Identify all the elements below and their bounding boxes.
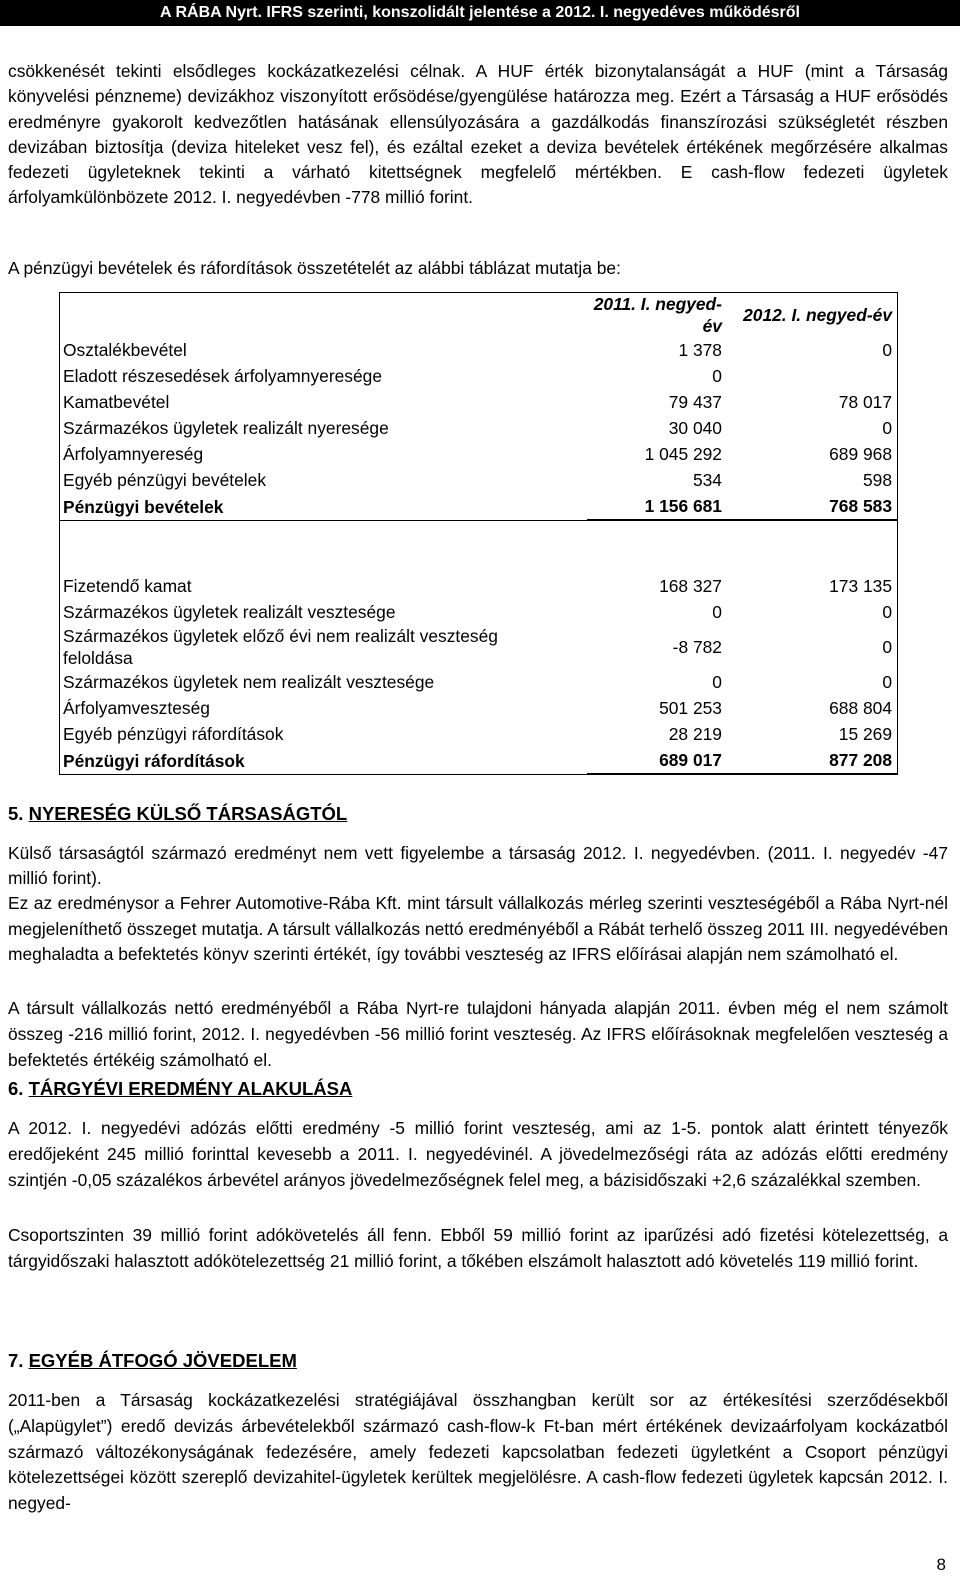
row-label: Egyéb pénzügyi ráfordítások: [59, 721, 587, 747]
table-row: [59, 467, 898, 493]
table-row: [59, 669, 898, 695]
table-row: [59, 337, 898, 363]
value-2011: 1 156 681: [587, 493, 727, 521]
row-label: Eladott részesedések árfolyamnyeresége: [59, 363, 587, 389]
value-2012: 688 804: [727, 695, 898, 721]
financial-table: [59, 292, 898, 775]
value-2011: 0: [712, 602, 722, 622]
section-7-title: EGYÉB ÁTFOGÓ JÖVEDELEM: [28, 1350, 297, 1371]
table-row: [59, 389, 898, 415]
intro-paragraph: csökkenését tekinti elsődleges kockázatkezelési célnak. A HUF érték bizonytalanságát a HUF (mint a Társaság könyvelési pénzneme) devizákhoz viszonyított erősödése/gyengülése határozza meg. Ezért a Társaság a HUF erősödés eredményre gyakorolt kedvezőtlen hatásának ellensúlyozására a gazdálkodás finanszírozási szükségletét részben devizában biztosítja (deviza hiteleket vesz fel), és ezáltal ezeket a deviza bevételek értékének megőrzésére alkalmas fedezeti ügyleteknek tekinti a várható kitettségnek megfelelő mértékben. E cash-flow fedezeti ügyletek árfolyamkülönbözete 2012. I. negyedévben -778 millió forint.: [8, 61, 948, 208]
value-2012: 768 583: [727, 493, 898, 521]
row-label: Pénzügyi ráfordítások: [59, 747, 587, 775]
section-5-p1: Külső társaságtól származó eredményt nem vett figyelembe a társaság 2012. I. negyedévben. (2011. I. negyedév -47 millió forint).: [8, 843, 948, 888]
row-label: Kamatbevétel: [59, 389, 587, 415]
value-2011: 30 040: [668, 418, 722, 438]
value-2011: -8 782: [672, 637, 722, 657]
value-2012: 173 135: [727, 573, 898, 599]
section-7-heading: [8, 1348, 297, 1374]
section-5-title: NYERESÉG KÜLSŐ TÁRSASÁGTÓL: [28, 803, 348, 824]
section-5-p2: Ez az eredménysor a Fehrer Automotive-Rába Kft. mint társult vállalkozás mérleg szerinti veszteségéből a Rába Nyrt-nél megjeleníthető összeget mutatja. A társult vállalkozás nettó eredményéből a Rábát terhelő összeg 2011 III. negyedévében meghaladta a befektetés könyv szerinti értékét, így további veszteség az IFRS előírásai alapján nem számolható el.: [8, 893, 948, 964]
value-2011: 534: [692, 470, 722, 490]
value-2011: 79 437: [668, 392, 722, 412]
table-row: [59, 599, 898, 625]
value-2011: 0: [712, 672, 722, 692]
value-2011: 168 327: [659, 576, 722, 596]
section-7-number: 7.: [8, 1350, 24, 1371]
col-header-2011: 2011. I. negyed-év: [587, 292, 727, 337]
table-row: [59, 363, 898, 389]
row-label: Származékos ügyletek realizált vesztesége: [59, 599, 587, 625]
section-5-heading: [8, 801, 347, 827]
row-label: Fizetendő kamat: [59, 573, 587, 599]
page-header: A RÁBA Nyrt. IFRS szerinti, konszolidált jelentése a 2012. I. negyedéves működésről: [0, 0, 960, 26]
section-6-number: 6.: [8, 1078, 24, 1099]
value-2011: 0: [712, 366, 722, 386]
spacer-row: [59, 521, 898, 547]
row-label: Származékos ügyletek előző évi nem realizált veszteség feloldása: [59, 625, 587, 669]
table-row: [59, 721, 898, 747]
section-6-p1: A 2012. I. negyedévi adózás előtti eredmény -5 millió forint veszteség, ami az 1-5. pontok alatt érintett tényezők eredőjeként 245 millió forinttal kevesebb a 2011. I. negyedévinél. A jövedelmezőségi ráta az adózás előtti eredmény szintjén -0,05 százalékos árbevétel arányos jövedelmezőségnek felel meg, a bázisidőszaki +2,6 százalékkal szemben.: [8, 1118, 948, 1190]
page-number: 8: [936, 1555, 946, 1574]
table-intro: A pénzügyi bevételek és ráfordítások összetételét az alábbi táblázat mutatja be:: [8, 258, 621, 278]
table-header-row: [59, 292, 898, 337]
value-2012: 689 968: [727, 441, 898, 467]
table-row: [59, 573, 898, 599]
value-2012: 0: [727, 625, 898, 669]
row-label: Osztalékbevétel: [59, 337, 587, 363]
value-2011: 1 378: [678, 340, 722, 360]
section-6-heading: [8, 1076, 352, 1102]
row-label: Árfolyamnyereség: [59, 441, 587, 467]
income-section: [59, 292, 898, 521]
col-header-2012: 2012. I. negyed-év: [727, 292, 898, 337]
value-2012: [727, 363, 898, 389]
value-2012: 0: [727, 599, 898, 625]
spacer-row: [59, 547, 898, 573]
table-row: [59, 415, 898, 441]
row-label: Egyéb pénzügyi bevételek: [59, 467, 587, 493]
value-2012: 877 208: [727, 747, 898, 775]
value-2011: 689 017: [587, 747, 727, 775]
value-2012: 0: [727, 669, 898, 695]
table-row: [59, 625, 898, 669]
expense-total-row: [59, 747, 898, 775]
value-2012: 0: [727, 337, 898, 363]
value-2012: 598: [727, 467, 898, 493]
expense-section: [59, 521, 898, 775]
value-2011: 1 045 292: [644, 444, 722, 464]
row-label: Pénzügyi bevételek: [59, 493, 587, 521]
value-2011: 28 219: [668, 724, 722, 744]
section-6-p2: Csoportszinten 39 millió forint adókövetelés áll fenn. Ebből 59 millió forint az iparűzési adó fizetési kötelezettség, a tárgyidőszaki halasztott adókötelezettség 21 millió forint, a tőkében elszámolt halasztott adó követelés 119 millió forint.: [8, 1225, 948, 1271]
value-2012: 0: [727, 415, 898, 441]
table-row: [59, 441, 898, 467]
section-5-number: 5.: [8, 803, 24, 824]
table-row: [59, 695, 898, 721]
value-2011: 501 253: [659, 698, 722, 718]
income-total-row: [59, 493, 898, 521]
row-label: Árfolyamveszteség: [59, 695, 587, 721]
section-5-p3: A társult vállalkozás nettó eredményéből a Rába Nyrt-re tulajdoni hányada alapján 2011. évben még el nem számolt összeg -216 millió forint, 2012. I. negyedévben -56 millió forint veszteség. Az IFRS előírásoknak megfelelően veszteség a befektetés értékéig számolható el.: [8, 998, 948, 1070]
value-2012: 15 269: [727, 721, 898, 747]
section-6-title: TÁRGYÉVI EREDMÉNY ALAKULÁSA: [28, 1078, 353, 1099]
row-label: Származékos ügyletek nem realizált vesztesége: [59, 669, 587, 695]
row-label: Származékos ügyletek realizált nyeresége: [59, 415, 587, 441]
section-7-p1: 2011-ben a Társaság kockázatkezelési stratégiájával összhangban került sor az értékesítési szerződésekből („Alapügylet”) eredő devizás árbevételekből származó cash-flow-k Ft-ban mért értékének devizaárfolyam kockázatból származó változékonyságának fedezésére, amely fedezeti kapcsolatban fedezeti ügyletként a Csoport pénzügyi kötelezettségei között szereplő devizahitel-ügyletek kerültek megjelölésre. A cash-flow fedezeti ügyletek kapcsán 2012. I. negyed-: [8, 1390, 948, 1514]
value-2012: 78 017: [727, 389, 898, 415]
